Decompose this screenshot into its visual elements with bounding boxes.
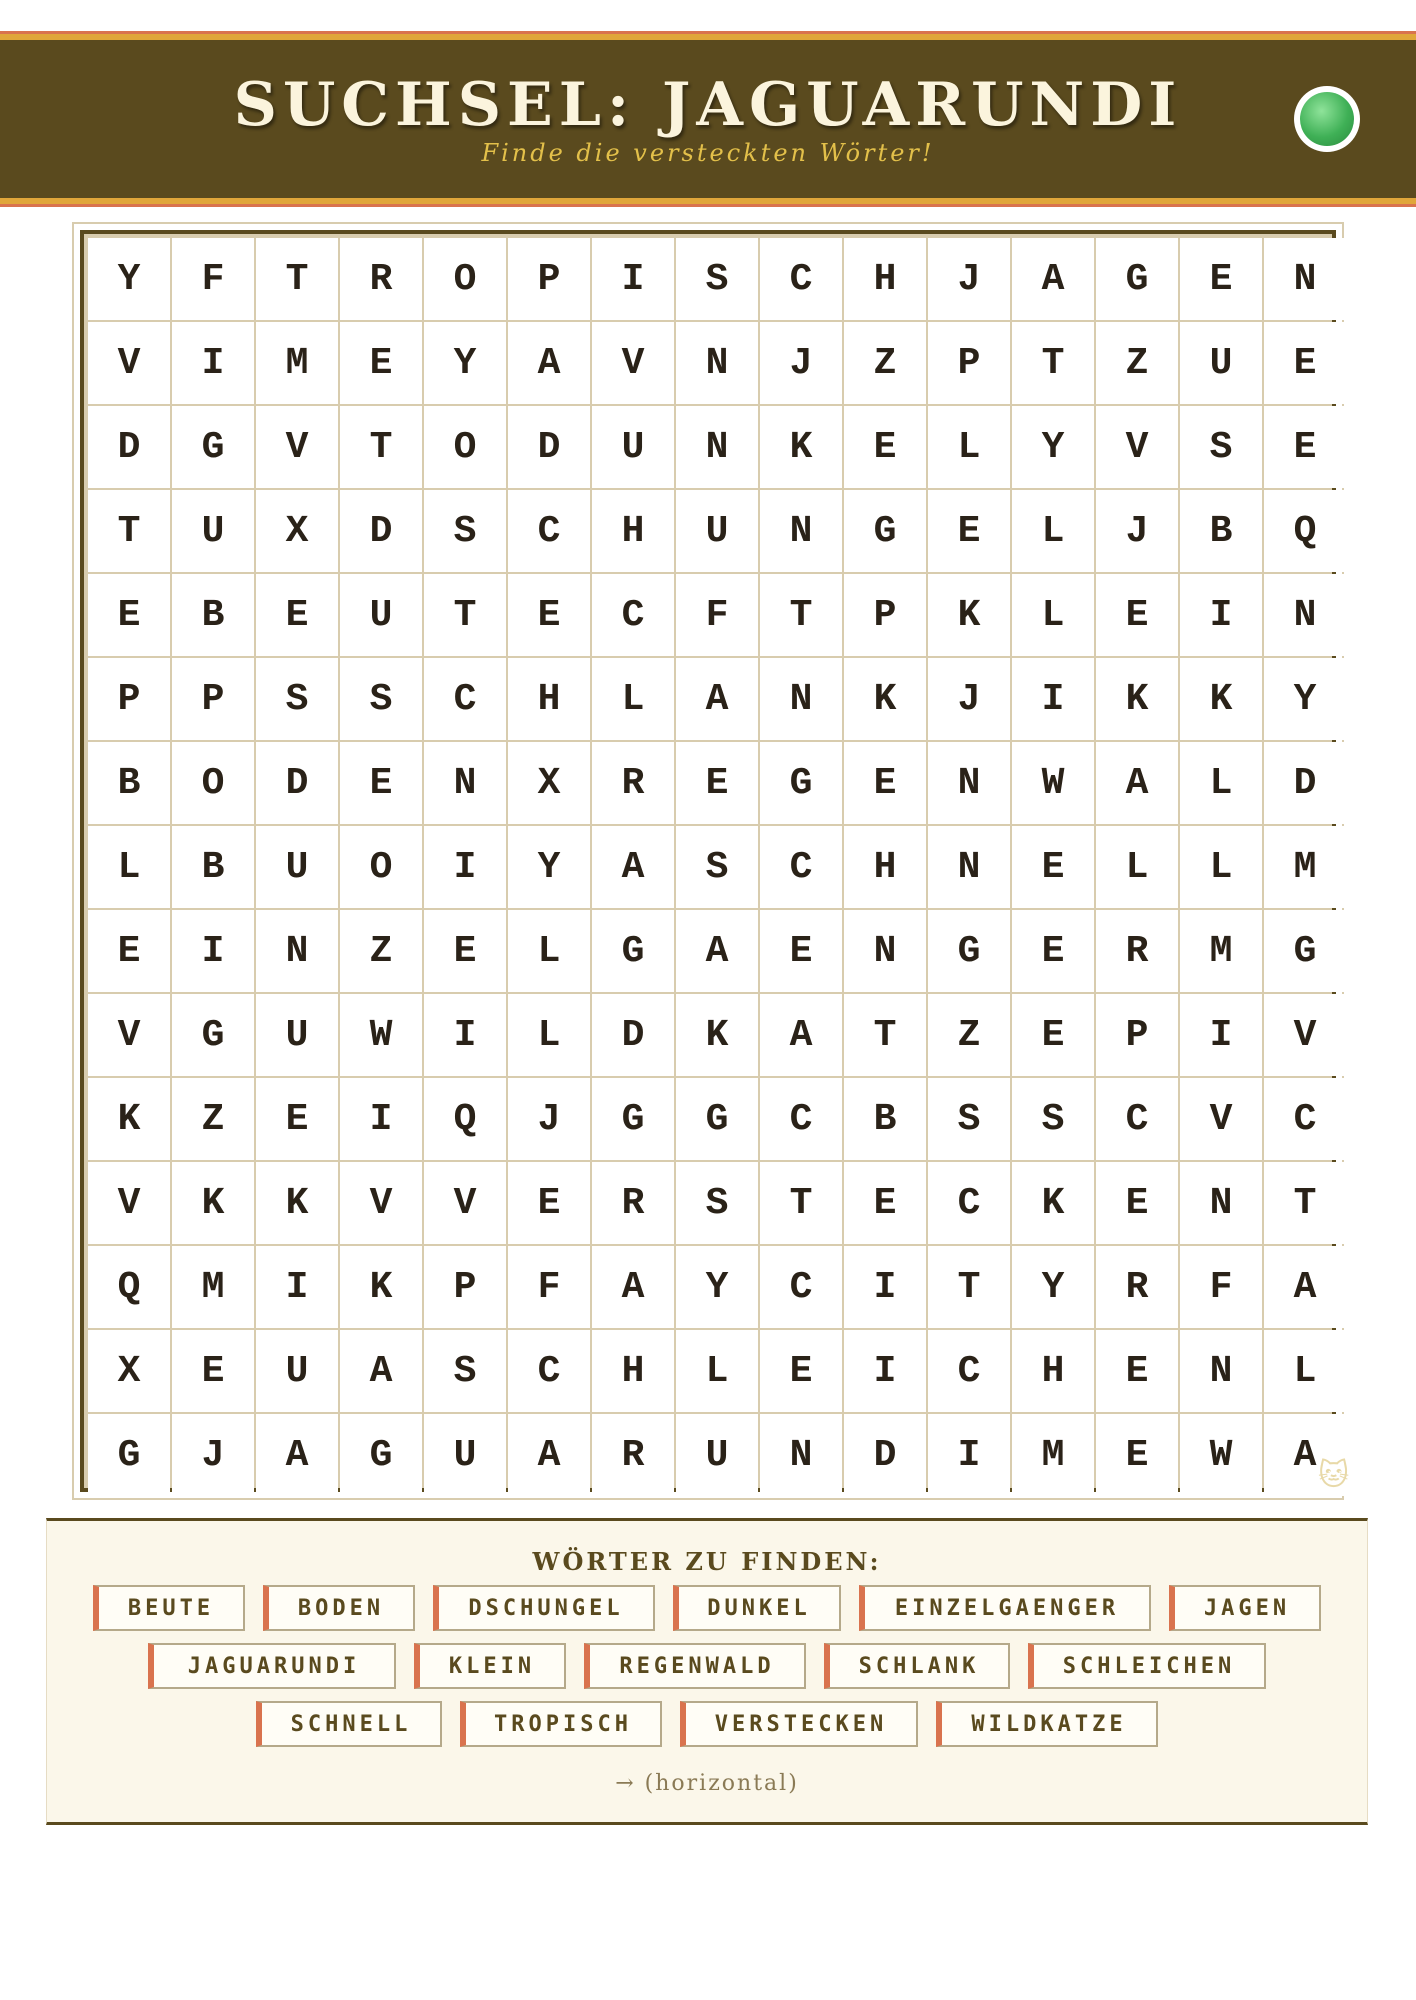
grid-cell[interactable]: K [340,1246,422,1328]
grid-cell[interactable]: L [1180,826,1262,908]
grid-cell[interactable]: V [424,1162,506,1244]
grid-cell[interactable]: L [508,910,590,992]
grid-cell[interactable]: T [760,574,842,656]
grid-cell[interactable]: M [172,1246,254,1328]
grid-cell[interactable]: E [844,1162,926,1244]
grid-cell[interactable]: Y [88,238,170,320]
grid-cell[interactable]: Y [1012,1246,1094,1328]
grid-cell[interactable]: G [844,490,926,572]
grid-cell[interactable]: C [928,1330,1010,1412]
grid-cell[interactable]: N [424,742,506,824]
grid-cell[interactable]: E [88,574,170,656]
grid-cell[interactable]: C [928,1162,1010,1244]
grid-cell[interactable]: F [676,574,758,656]
grid-cell[interactable]: B [172,826,254,908]
grid-cell[interactable]: T [340,406,422,488]
grid-cell[interactable]: E [844,406,926,488]
grid-cell[interactable]: W [1012,742,1094,824]
grid-cell[interactable]: F [172,238,254,320]
grid-cell[interactable]: V [340,1162,422,1244]
grid-cell[interactable]: S [676,826,758,908]
grid-cell[interactable]: G [676,1078,758,1160]
grid-cell[interactable]: K [1180,658,1262,740]
cat-icon: 🐱 [1318,1458,1350,1493]
grid-cell[interactable]: B [1180,490,1262,572]
grid-cell[interactable]: H [508,658,590,740]
grid-cell[interactable]: R [592,742,674,824]
grid-cell[interactable]: G [760,742,842,824]
grid-cell[interactable]: V [1180,1078,1262,1160]
grid-cell[interactable]: U [676,490,758,572]
grid-cell[interactable]: K [256,1162,338,1244]
grid-cell[interactable]: I [1180,994,1262,1076]
grid-cell[interactable]: D [1264,742,1346,824]
grid-cell[interactable]: A [676,910,758,992]
word-tag[interactable]: WILDKATZE [936,1701,1158,1747]
grid-cell[interactable]: L [1096,826,1178,908]
grid-cell[interactable]: M [1264,826,1346,908]
grid-cell[interactable]: E [1012,994,1094,1076]
grid-cell[interactable]: E [1012,910,1094,992]
grid-cell[interactable]: C [1264,1078,1346,1160]
grid-cell[interactable]: H [592,1330,674,1412]
status-indicator-icon [1294,86,1360,152]
grid-cell[interactable]: E [508,574,590,656]
grid-cell[interactable]: Z [844,322,926,404]
grid-cell[interactable]: C [508,490,590,572]
grid-cell[interactable]: K [928,574,1010,656]
grid-cell[interactable]: D [592,994,674,1076]
grid-cell[interactable]: V [1264,994,1346,1076]
grid-cell[interactable]: K [844,658,926,740]
grid-cell[interactable]: E [760,1330,842,1412]
grid-cell[interactable]: A [1264,1246,1346,1328]
grid-cell[interactable]: U [256,1330,338,1412]
grid-cell[interactable]: P [1096,994,1178,1076]
grid-cell[interactable]: O [424,238,506,320]
grid-cell[interactable]: K [1012,1162,1094,1244]
grid-cell[interactable]: R [1096,910,1178,992]
grid-cell[interactable]: I [424,994,506,1076]
grid-cell[interactable]: U [256,826,338,908]
grid-cell[interactable]: Q [424,1078,506,1160]
grid-cell[interactable]: U [256,994,338,1076]
grid-cell[interactable]: E [760,910,842,992]
grid-cell[interactable]: R [592,1414,674,1496]
word-tag[interactable]: TROPISCH [460,1701,662,1747]
grid-cell[interactable]: G [592,910,674,992]
word-tag[interactable]: BODEN [263,1585,415,1631]
grid-cell[interactable]: E [844,742,926,824]
grid-cell[interactable]: N [760,658,842,740]
word-row [47,1643,1367,1689]
grid-cell[interactable]: Q [1264,490,1346,572]
grid-cell[interactable]: S [1180,406,1262,488]
grid-cell[interactable]: V [88,994,170,1076]
grid-cell[interactable]: E [1096,574,1178,656]
grid-cell[interactable]: A [760,994,842,1076]
grid-cell[interactable]: P [88,658,170,740]
grid-cell[interactable]: Z [1096,322,1178,404]
grid-cell[interactable]: H [844,826,926,908]
grid-cell[interactable]: F [1180,1246,1262,1328]
grid-cell[interactable]: X [508,742,590,824]
grid-cell[interactable]: P [424,1246,506,1328]
puzzle-frame [72,222,1344,1500]
word-tag[interactable]: SCHLANK [824,1643,1010,1689]
grid-cell[interactable]: I [340,1078,422,1160]
grid-cell[interactable]: G [928,910,1010,992]
grid-cell[interactable]: A [1012,238,1094,320]
grid-cell[interactable]: L [928,406,1010,488]
grid-cell[interactable]: E [1180,238,1262,320]
grid-cell[interactable]: E [928,490,1010,572]
grid-cell[interactable]: E [340,322,422,404]
grid-cell[interactable]: S [424,1330,506,1412]
grid-cell[interactable]: Y [676,1246,758,1328]
grid-cell[interactable]: Z [340,910,422,992]
grid-cell[interactable]: M [1180,910,1262,992]
grid-cell[interactable]: T [1012,322,1094,404]
grid-cell[interactable]: V [1096,406,1178,488]
grid-cell[interactable]: I [424,826,506,908]
grid-cell[interactable]: N [676,406,758,488]
word-tag[interactable]: BEUTE [93,1585,245,1631]
grid-cell[interactable]: N [1264,238,1346,320]
grid-cell[interactable]: I [172,322,254,404]
grid-cell[interactable]: S [424,490,506,572]
grid-cell[interactable]: T [844,994,926,1076]
grid-cell[interactable]: L [88,826,170,908]
grid-cell[interactable]: N [1264,574,1346,656]
grid-cell[interactable]: V [88,1162,170,1244]
grid-cell[interactable]: G [592,1078,674,1160]
grid-cell[interactable]: E [1012,826,1094,908]
grid-cell[interactable]: B [844,1078,926,1160]
grid-cell[interactable]: T [760,1162,842,1244]
word-row [47,1585,1367,1631]
grid-cell[interactable]: N [760,490,842,572]
grid-cell[interactable]: A [676,658,758,740]
grid-cell[interactable]: Q [88,1246,170,1328]
grid-cell[interactable]: E [508,1162,590,1244]
grid-cell[interactable]: K [1096,658,1178,740]
grid-cell[interactable]: Z [928,994,1010,1076]
word-tag[interactable]: DUNKEL [673,1585,841,1631]
grid-cell[interactable]: E [1096,1162,1178,1244]
word-list-panel [46,1518,1368,1825]
grid-cell[interactable]: E [1264,406,1346,488]
grid-cell[interactable]: Y [424,322,506,404]
grid-cell[interactable]: U [1180,322,1262,404]
grid-cell[interactable]: R [340,238,422,320]
grid-cell[interactable]: Y [1264,658,1346,740]
word-tag[interactable]: JAGUARUNDI [148,1643,396,1689]
grid-cell[interactable]: R [1096,1246,1178,1328]
grid-cell[interactable]: E [340,742,422,824]
grid-cell[interactable]: P [172,658,254,740]
grid-cell[interactable]: G [172,994,254,1076]
grid-cell[interactable]: H [1012,1330,1094,1412]
grid-cell[interactable]: B [88,742,170,824]
grid-cell[interactable]: A [508,1414,590,1496]
grid-cell[interactable]: K [88,1078,170,1160]
grid-cell[interactable]: N [256,910,338,992]
grid-cell[interactable]: W [1180,1414,1262,1496]
grid-cell[interactable]: H [592,490,674,572]
grid-cell[interactable]: E [1096,1414,1178,1496]
grid-cell[interactable]: N [760,1414,842,1496]
grid-cell[interactable]: N [844,910,926,992]
grid-cell[interactable]: J [172,1414,254,1496]
grid-cell[interactable]: Z [172,1078,254,1160]
grid-cell[interactable]: L [508,994,590,1076]
grid-cell[interactable]: P [844,574,926,656]
word-list-heading: WÖRTER ZU FINDEN: [532,1547,882,1576]
grid-cell[interactable]: T [256,238,338,320]
grid-cell[interactable]: I [844,1330,926,1412]
grid-cell[interactable]: E [676,742,758,824]
grid-cell[interactable]: Y [1012,406,1094,488]
grid-cell[interactable]: I [1012,658,1094,740]
grid-cell[interactable]: D [340,490,422,572]
grid-cell[interactable]: G [88,1414,170,1496]
grid-cell[interactable]: N [1180,1330,1262,1412]
grid-cell[interactable]: F [508,1246,590,1328]
word-tag[interactable]: DSCHUNGEL [433,1585,655,1631]
grid-cell[interactable]: O [172,742,254,824]
grid-cell[interactable]: A [508,322,590,404]
grid-cell[interactable]: N [928,826,1010,908]
grid-cell[interactable]: S [1012,1078,1094,1160]
grid-cell[interactable]: L [1180,742,1262,824]
grid-cell[interactable]: H [844,238,926,320]
grid-cell[interactable]: X [88,1330,170,1412]
direction-note: → (horizontal) [615,1771,799,1796]
grid-cell[interactable]: J [928,658,1010,740]
grid-cell[interactable]: D [88,406,170,488]
grid-cell[interactable]: C [1096,1078,1178,1160]
grid-cell[interactable]: J [508,1078,590,1160]
grid-cell[interactable]: G [1264,910,1346,992]
grid-cell[interactable]: U [424,1414,506,1496]
word-tag[interactable]: JAGEN [1169,1585,1321,1631]
grid-cell[interactable]: I [1180,574,1262,656]
grid-cell[interactable]: C [760,1078,842,1160]
page-title: SUCHSEL: JAGUARUNDI [233,70,1183,140]
grid-cell[interactable]: E [1264,322,1346,404]
grid-cell[interactable]: N [1180,1162,1262,1244]
grid-cell[interactable]: X [256,490,338,572]
grid-cell[interactable]: O [340,826,422,908]
grid-cell[interactable]: U [592,406,674,488]
grid-cell[interactable]: K [172,1162,254,1244]
word-tag[interactable]: KLEIN [414,1643,566,1689]
grid-cell[interactable]: A [592,1246,674,1328]
grid-cell[interactable]: G [1096,238,1178,320]
grid-cell[interactable]: B [172,574,254,656]
grid-cell[interactable]: C [592,574,674,656]
grid-cell[interactable]: T [1264,1162,1346,1244]
grid-cell[interactable]: A [256,1414,338,1496]
word-tag[interactable]: SCHLEICHEN [1028,1643,1266,1689]
grid-cell[interactable]: A [592,826,674,908]
grid-cell[interactable]: U [676,1414,758,1496]
grid-cell[interactable]: L [1012,490,1094,572]
grid-cell[interactable]: T [88,490,170,572]
grid-cell[interactable]: G [340,1414,422,1496]
grid-cell[interactable]: E [256,574,338,656]
word-tag[interactable]: SCHNELL [256,1701,442,1747]
letter-grid [88,238,1346,1496]
grid-cell[interactable]: U [340,574,422,656]
grid-cell[interactable]: S [256,658,338,740]
grid-cell[interactable]: J [1096,490,1178,572]
grid-cell[interactable]: P [508,238,590,320]
grid-cell[interactable]: C [760,826,842,908]
word-row [47,1701,1367,1747]
word-tag[interactable]: VERSTECKEN [680,1701,918,1747]
grid-cell[interactable]: I [256,1246,338,1328]
grid-cell[interactable]: S [676,1162,758,1244]
grid-cell[interactable]: J [760,322,842,404]
grid-cell[interactable]: E [424,910,506,992]
grid-cell[interactable]: Y [508,826,590,908]
grid-cell[interactable]: C [760,238,842,320]
grid-cell[interactable]: V [592,322,674,404]
grid-cell[interactable]: K [760,406,842,488]
grid-cell[interactable]: L [1264,1330,1346,1412]
grid-cell[interactable]: I [928,1414,1010,1496]
grid-cell[interactable]: M [1012,1414,1094,1496]
grid-cell[interactable]: T [928,1246,1010,1328]
grid-cell[interactable]: C [508,1330,590,1412]
grid-cell[interactable]: A [1096,742,1178,824]
grid-cell[interactable]: I [844,1246,926,1328]
grid-cell[interactable]: V [256,406,338,488]
grid-cell[interactable]: C [424,658,506,740]
grid-cell[interactable]: V [88,322,170,404]
grid-cell[interactable]: M [256,322,338,404]
grid-cell[interactable]: O [424,406,506,488]
grid-cell[interactable]: W [340,994,422,1076]
grid-cell[interactable]: L [592,658,674,740]
grid-cell[interactable]: A [340,1330,422,1412]
grid-cell[interactable]: D [508,406,590,488]
grid-cell[interactable]: D [256,742,338,824]
grid-cell[interactable]: C [760,1246,842,1328]
grid-cell[interactable]: I [172,910,254,992]
grid-cell[interactable]: K [676,994,758,1076]
grid-cell[interactable]: G [172,406,254,488]
grid-cell[interactable]: J [928,238,1010,320]
puzzle-border [80,230,1336,1492]
grid-cell[interactable]: R [592,1162,674,1244]
grid-cell[interactable]: S [928,1078,1010,1160]
header-banner [0,34,1416,204]
grid-cell[interactable]: D [844,1414,926,1496]
grid-cell[interactable]: P [928,322,1010,404]
grid-cell[interactable]: E [88,910,170,992]
grid-cell[interactable]: E [1096,1330,1178,1412]
grid-cell[interactable]: U [172,490,254,572]
grid-cell[interactable]: L [676,1330,758,1412]
grid-cell[interactable]: S [676,238,758,320]
grid-cell[interactable]: I [592,238,674,320]
grid-cell[interactable]: E [256,1078,338,1160]
page-subtitle: Finde die versteckten Wörter! [481,139,935,167]
word-tag[interactable]: EINZELGAENGER [859,1585,1151,1631]
grid-cell[interactable]: E [172,1330,254,1412]
grid-cell[interactable]: S [340,658,422,740]
grid-cell[interactable]: T [424,574,506,656]
grid-cell[interactable]: N [928,742,1010,824]
grid-cell[interactable]: A [1264,1414,1346,1496]
word-list [47,1585,1367,1759]
grid-cell[interactable]: N [676,322,758,404]
word-tag[interactable]: REGENWALD [584,1643,806,1689]
grid-cell[interactable]: L [1012,574,1094,656]
